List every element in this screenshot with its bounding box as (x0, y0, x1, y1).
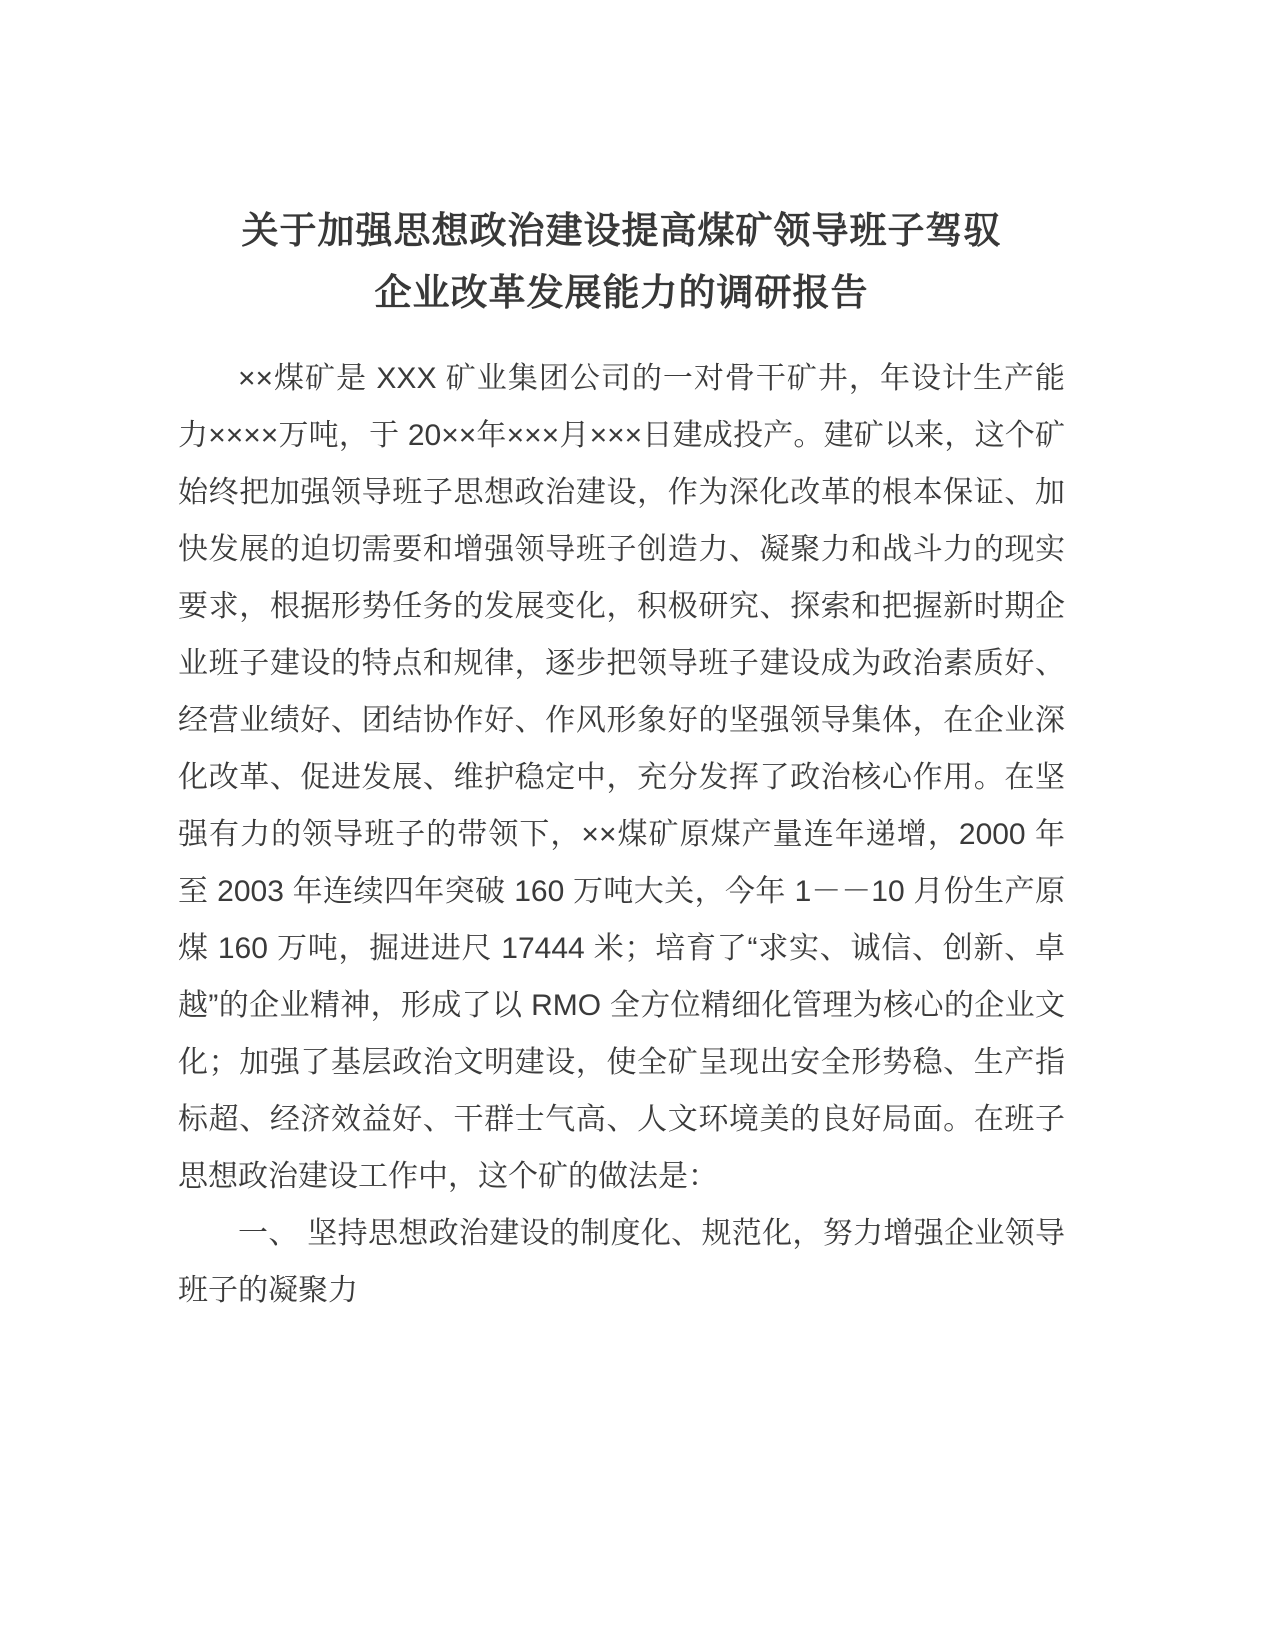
section-heading: 一、 坚持思想政治建设的制度化、规范化，努力增强企业领导班子的凝聚力 (178, 1217, 1065, 1307)
document-title-line-2: 企业改革发展能力的调研报告 (374, 272, 869, 313)
body-paragraph: ××煤矿是 XXX 矿业集团公司的一对骨干矿井，年设计生产能力××××万吨，于 20××年×××月×××日建成投产。建矿以来，这个矿始终把加强领导班子思想政治建设，作为深化改革的根本保证、加快发展的迫切需要和增强领导班子创造力、凝聚力和战斗力的现实要求，根据形势任务的发展变化，积极研究、探索和把握新时期企业班子建设的特点和规律，逐步把领导班子建设成为政治素质好、经营业绩好、团结协作好、作风形象好的坚强领导集体，在企业深化改革、促进发展、维护稳定中，充分发挥了政治核心作用。在坚强有力的领导班子的带领下，××煤矿原煤产量连年递增，2000 年至 2003 年连续四年突破 160 万吨大关，今年 1－－10 月份生产原煤 160 万吨，掘进进尺 17444 米；培育了“求实、诚信、创新、卓越”的企业精神，形成了以 RMO 全方位精细化管理为核心的企业文化；加强了基层政治文明建设，使全矿呈现出安全形势稳、生产指标超、经济效益好、干群士气高、人文环境美的良好局面。在班子思想政治建设工作中，这个矿的做法是： (178, 362, 1065, 1193)
document-title (178, 200, 1065, 324)
document-title-line-1: 关于加强思想政治建设提高煤矿领导班子驾驭 (241, 210, 1002, 251)
